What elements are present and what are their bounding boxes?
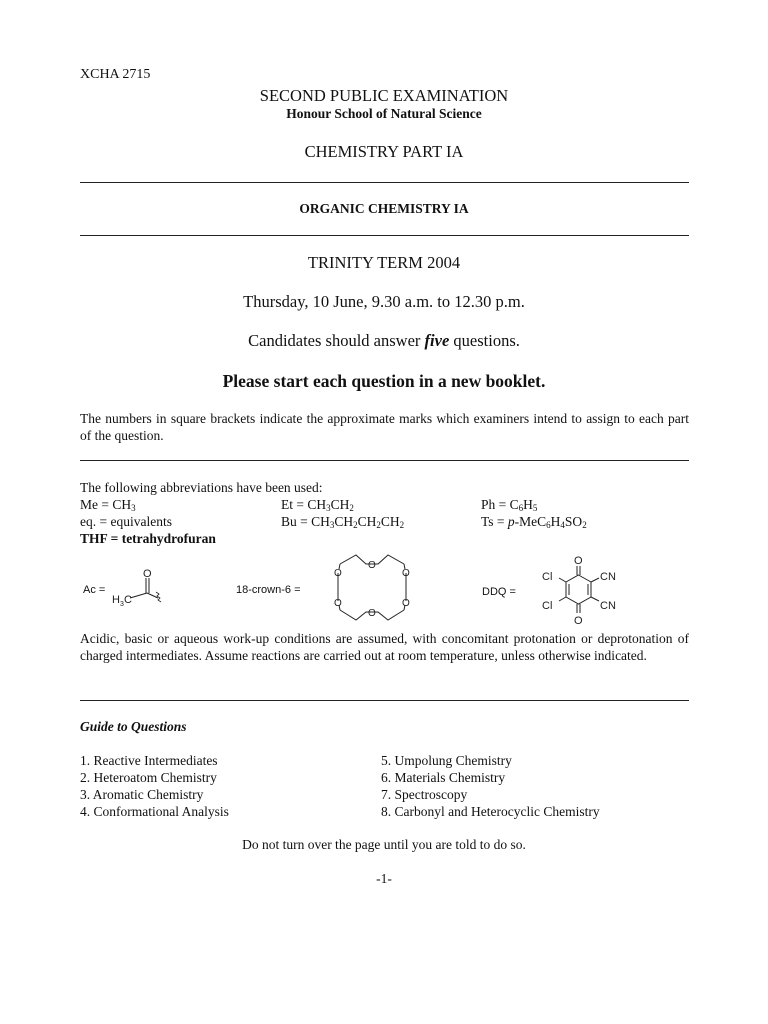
ddq-chlorine: Cl [542, 571, 553, 583]
divider [80, 182, 689, 183]
ddq-oxygen: O [574, 555, 583, 567]
guide-item: 7. Spectroscopy [381, 787, 468, 802]
guide-right-column [381, 752, 600, 820]
exam-datetime: Thursday, 10 June, 9.30 a.m. to 12.30 p.m. [243, 292, 525, 311]
ddq-cyano: CN [600, 571, 616, 583]
acetyl-structure [110, 566, 170, 610]
ac-carbon: C [124, 594, 132, 606]
crown-oxygen: O [334, 568, 342, 579]
turn-over-instruction: Do not turn over the page until you are told to do so. [242, 837, 526, 852]
ac-subscript: 3 [120, 601, 124, 608]
abbrev-ph: $Ph = C_6H_5$ [481, 497, 538, 513]
abbrev-ts: $Ts = p-MeC_6H_4SO_2$ [481, 514, 587, 530]
divider [80, 235, 689, 236]
term: TRINITY TERM 2004 [307, 253, 461, 272]
answer-instruction: Candidates should answer five questions. [248, 331, 520, 350]
guide-item: 5. Umpolung Chemistry [381, 753, 512, 768]
ddq-oxygen: O [574, 615, 583, 627]
crown-oxygen: O [368, 560, 376, 571]
guide-item: 8. Carbonyl and Heterocyclic Chemistry [381, 804, 600, 819]
crown-oxygen: O [334, 598, 342, 609]
ac-hydrogen: H [112, 594, 120, 606]
subject-title: ORGANIC CHEMISTRY IA [299, 201, 469, 216]
school-name: Honour School of Natural Science [286, 106, 482, 121]
guide-item: 2. Heteroatom Chemistry [80, 770, 217, 785]
guide-item: 1. Reactive Intermediates [80, 753, 218, 768]
crown-ether-structure [318, 544, 426, 634]
divider [80, 460, 689, 461]
marks-note: The numbers in square brackets indicate the approximate marks which examiners intend to assign to each part of the question. [80, 411, 689, 443]
abbrev-et: $Et = CH_3CH_2$ [281, 497, 354, 513]
booklet-instruction: Please start each question in a new booklet. [222, 371, 546, 391]
guide-title: Guide to Questions [80, 719, 187, 734]
abbrev-bu: $Bu = CH_3CH_2CH_2CH_2$ [281, 514, 405, 530]
conditions-note: Acidic, basic or aqueous work-up conditions are assumed, with concomitant protonation or deprotonation of charged intermediates. Assume reactions are carried out at room temperature, unless otherwise indicated. [80, 631, 689, 663]
guide-item: 6. Materials Chemistry [381, 770, 506, 785]
crown-label: 18-crown-6 = [236, 584, 301, 596]
abbrev-thf: THF = tetrahydrofuran [80, 531, 216, 546]
page-number: -1- [376, 871, 392, 886]
ddq-chlorine: Cl [542, 600, 553, 612]
crown-oxygen: O [368, 608, 376, 619]
crown-oxygen: O [402, 568, 410, 579]
abbrev-me: $Me = CH_3$ [80, 497, 136, 513]
guide-item: 4. Conformational Analysis [80, 804, 229, 819]
ddq-structure [535, 554, 651, 628]
crown-oxygen: O [402, 598, 410, 609]
guide-item: 3. Aromatic Chemistry [80, 787, 204, 802]
exam-title: SECOND PUBLIC EXAMINATION [259, 86, 509, 105]
ac-label: Ac = [83, 584, 106, 596]
ddq-label: DDQ = [482, 586, 516, 598]
ddq-cyano: CN [600, 600, 616, 612]
paper-title: CHEMISTRY PART IA [304, 142, 464, 161]
abbreviations-intro: The following abbreviations have been used: [80, 480, 323, 495]
ac-oxygen: O [143, 568, 152, 580]
abbrev-eq: eq. = equivalents [80, 514, 172, 529]
exam-code: XCHA 2715 [80, 67, 151, 82]
guide-left-column [80, 752, 229, 820]
divider [80, 700, 689, 701]
